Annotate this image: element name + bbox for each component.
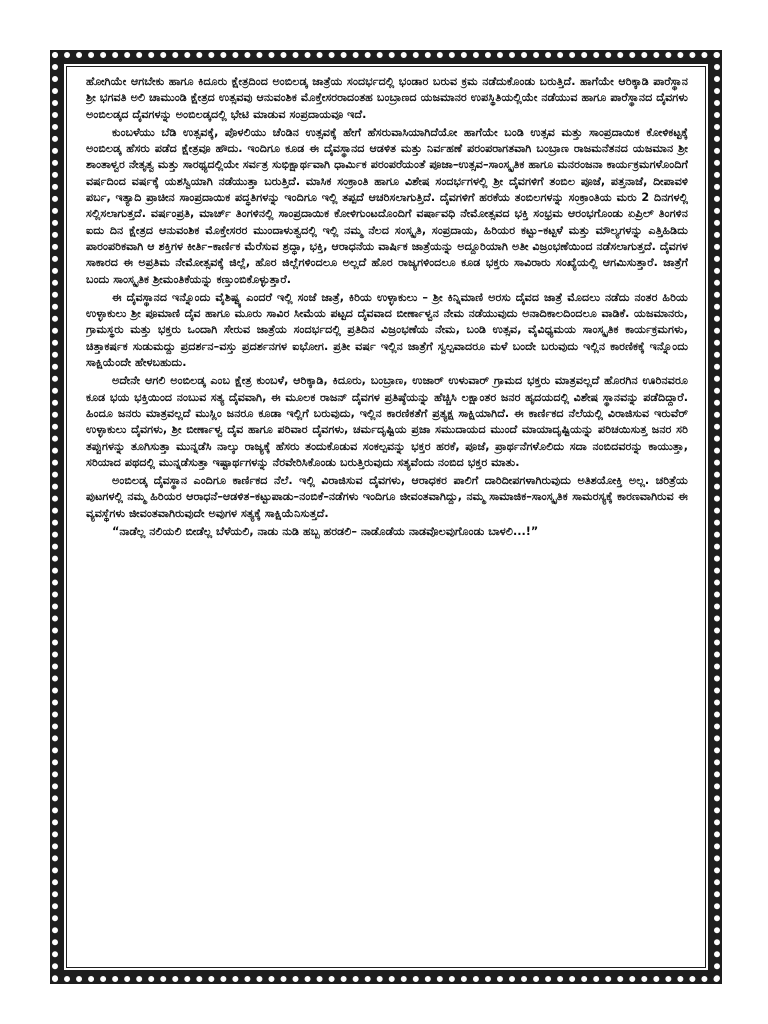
paragraph-3: ಈ ದೈವಸ್ಥಾನದ ಇನ್ನೊಂದು ವೈಶಿಷ್ಟ್ಯ ಎಂದರೆ ಇಲ್ಲಿ ಸಂಜೆ ಜಾತ್ರೆ, ಕಿರಿಯ ಉಳ್ಳಾಕುಲು – ಶ್ರೀ ಕಿನ್ನಿಮಾಣಿ ಅರಸು ದೈವದ ಜಾತ್ರೆ ಮೊದಲು ನಡೆದು ನಂತರ ಹಿರಿಯ ಉಳ್ಳಾಕುಲು ಶ್ರೀ ಪೂಮಾಣಿ ದೈವ ಹಾಗೂ ಮೂರು ಸಾವಿರ ಸೀಮೆಯ ಪಟ್ಟದ ದೈವವಾದ ಬೀರ್ಣಾಳ್ವನ ನೇಮ ನಡೆಯುವುದು ಅನಾದಿಕಾಲದಿಂದಲೂ ವಾಡಿಕೆ. ಯಜಮಾನರು, ಗ್ರಾಮಸ್ಥರು ಮತ್ತು ಭಕ್ತರು ಒಂದಾಗಿ ಸೇರುವ ಜಾತ್ರೆಯ ಸಂದರ್ಭದಲ್ಲಿ ಪ್ರತಿದಿನ ವಿಜ್ರಂಭಣೆಯ ನೇಮ, ಬಂಡಿ ಉತ್ಸವ, ವೈವಿಧ್ಯಮಯ ಸಾಂಸ್ಕೃತಿಕ ಕಾರ್ಯಕ್ರಮಗಳು, ಚಿತ್ತಾಕರ್ಷಕ ಸುಡುಮದ್ದು ಪ್ರದರ್ಶನ–ವಸ್ತು ಪ್ರದರ್ಶನಗಳ ಐಭೋಗ. ಪ್ರತೀ ವರ್ಷ ಇಲ್ಲಿನ ಜಾತ್ರೆಗೆ ಸ್ವಲ್ಪವಾದರೂ ಮಳೆ ಬಂದೇ ಬರುವುದು ಇಲ್ಲಿನ ಕಾರಣಿಕಕ್ಕೆ ಇನ್ನೊಂದು ಸಾಕ್ಷಿಯೆಂದೇ ಹೇಳಬಹುದು. — [86, 290, 688, 370]
closing-quote: “ನಾಡೆಲ್ಲ ನಲಿಯಲಿ ಬೀಡೆಲ್ಲ ಬೆಳೆಯಲಿ, ನಾಡು ನುಡಿ ಹಬ್ಬ ಹರಡಲಿ– ನಾಡೊಡೆಯ ನಾಡವೊಲವುಗೊಂಡು ಬಾಳಲಿ...!” — [112, 525, 539, 539]
decorative-border-frame — [50, 50, 722, 984]
paragraph-4: ಅದೇನೇ ಆಗಲಿ ಅಂಬಿಲಡ್ಕ ಎಂಬ ಕ್ಷೇತ್ರ ಕುಂಬಳೆ, ಆರಿಕ್ಕಾಡಿ, ಕಿದೂರು, ಬಂಬ್ರಾಣ, ಉಜಾರ್ ಉಳುವಾರ್ ಗ್ರಾಮದ ಭಕ್ತರು ಮಾತ್ರವಲ್ಲದೆ ಹೊರಗಿನ ಊರಿನವರೂ ಕೂಡ ಭಯ ಭಕ್ತಿಯಿಂದ ನಂಬುವ ಸತ್ಯ ದೈವವಾಗಿ, ಈ ಮೂಲಕ ರಾಜನ್ ದೈವಗಳ ಪ್ರತಿಷ್ಠೆಯನ್ನು ಹೆಚ್ಚಿಸಿ ಲಕ್ಷಾಂತರ ಜನರ ಹೃದಯದಲ್ಲಿ ವಿಶೇಷ ಸ್ಥಾನವನ್ನು ಪಡೆದಿದ್ದಾರೆ. ಹಿಂದೂ ಜನರು ಮಾತ್ರವಲ್ಲದೆ ಮುಸ್ಲಿಂ ಜನರೂ ಕೂಡಾ ಇಲ್ಲಿಗೆ ಬರುವುದು, ಇಲ್ಲಿನ ಕಾರಣಿಕತೆಗೆ ಪ್ರತ್ಯಕ್ಷ ಸಾಕ್ಷಿಯಾಗಿದೆ. ಈ ಕಾರ್ಣಿಕದ ನೆಲೆಯಲ್ಲಿ ವಿರಾಜಿಸುವ ಇರುವೆರ್ ಉಳ್ಳಾಕುಲು ದೈವಗಳು, ಶ್ರೀ ಬೀರ್ಣಾಳ್ವ ದೈವ ಹಾಗೂ ಪರಿವಾರ ದೈವಗಳು, ಚರ್ಮದೃಷ್ಟಿಯ ಪ್ರಜಾ ಸಮುದಾಯದ ಮುಂದೆ ಮಾಯಾದೃಷ್ಟಿಯನ್ನು ಪರಿಚಯಿಸುತ್ತ ಜನರ ಸರಿ ತಪ್ಪುಗಳನ್ನು ತೂಗಿಸುತ್ತಾ ಮುನ್ನಡೆಸಿ ನಾಲ್ಕು ರಾಜ್ಯಕ್ಕೆ ಹೆಸರು ತಂದುಕೊಡುವ ಸಂಕಲ್ಪವನ್ನು ಭಕ್ತರ ಹರಕೆ, ಪೂಜೆ, ಪ್ರಾರ್ಥನೆಗಳೊಲಿದು ಸದಾ ನಂಬಿದವರನ್ನು ಕಾಯುತ್ತಾ, ಸರಿಯಾದ ಪಥದಲ್ಲಿ ಮುನ್ನಡೆಸುತ್ತಾ ಇಷ್ಟಾರ್ಥಗಳನ್ನು ನೆರವೇರಿಸಿಕೊಂಡು ಬರುತ್ತಿರುವುದು ಸತ್ಯವೆಂದು ನಂಬಿದ ಭಕ್ತರ ಮಾತು. — [86, 374, 688, 469]
article-body — [86, 74, 688, 940]
paragraph-1: ಹೋಗಿಯೇ ಆಗಬೇಕು ಹಾಗೂ ಕಿದೂರು ಕ್ಷೇತ್ರದಿಂದ ಅಂಬಿಲಡ್ಕ ಜಾತ್ರೆಯ ಸಂದರ್ಭದಲ್ಲಿ ಭಂಡಾರ ಬರುವ ಕ್ರಮ ನಡೆದುಕೊಂಡು ಬರುತ್ತಿದೆ. ಹಾಗೆಯೇ ಆರಿಕ್ಕಾಡಿ ಪಾರೆಸ್ಥಾನ ಶ್ರೀ ಭಗವತಿ ಅಲಿ ಚಾಮುಂಡಿ ಕ್ಷೇತ್ರದ ಉತ್ಸವವು ಆನುವಂಶಿಕ ಮೊಕ್ತೇಸರರಾದಂತಹ ಬಂಬ್ರಾಣದ ಯಜಮಾನರ ಉಪಸ್ಥಿತಿಯಲ್ಲಿಯೇ ನಡೆಯುವ ಹಾಗೂ ಪಾರೆಸ್ಥಾನದ ದೈವಗಳು ಅಂಬಿಲಡ್ಕದ ದೈವಗಳನ್ನು ಅಂಬಿಲಡ್ಕದಲ್ಲಿ ಭೇಟಿ ಮಾಡುವ ಸಂಪ್ರದಾಯವೂ ಇದೆ. — [86, 75, 688, 121]
paragraph-5: ಅಂಬಿಲಡ್ಕ ದೈವಸ್ಥಾನ ಎಂದಿಗೂ ಕಾರ್ಣಿಕದ ನೆಲೆ. ಇಲ್ಲಿ ವಿರಾಜಿಸುವ ದೈವಗಳು, ಆರಾಧಕರ ಪಾಲಿಗೆ ದಾರಿದೀಪಗಳಾಗಿರುವುದು ಅತಿಶಯೋಕ್ತಿ ಅಲ್ಲ. ಚರಿತ್ರೆಯ ಪುಟಗಳಲ್ಲಿ ನಮ್ಮ ಹಿರಿಯರ ಆರಾಧನೆ–ಆಡಳಿತ–ಕಟ್ಟುಪಾಡು–ನಂಬಿಕೆ–ನಡೆಗಳು ಇಂದಿಗೂ ಜೀವಂತವಾಗಿದ್ದು, ನಮ್ಮ ಸಾಮಾಜಿಕ–ಸಾಂಸ್ಕೃತಿಕ ಸಾಮರಸ್ಯಕ್ಕೆ ಕಾರಣವಾಗಿರುವ ಈ ವ್ಯವಸ್ಥೆಗಳು ಜೀವಂತವಾಗಿರುವುದೇ ಅವುಗಳ ಸತ್ಯಕ್ಕೆ ಸಾಕ್ಷಿಯೆನಿಸುತ್ತದೆ. — [86, 474, 688, 520]
paragraph-2: ಕುಂಬಳೆಯು ಬೆಡಿ ಉತ್ಸವಕ್ಕೆ, ಪೊಳಲಿಯು ಚೆಂಡಿನ ಉತ್ಸವಕ್ಕೆ ಹೇಗೆ ಹೆಸರುವಾಸಿಯಾಗಿದೆಯೋ ಹಾಗೆಯೇ ಬಂಡಿ ಉತ್ಸವ ಮತ್ತು ಸಾಂಪ್ರದಾಯಿಕ ಕೋಳಿಕಟ್ಟಕ್ಕೆ ಅಂಬಿಲಡ್ಕ ಹೆಸರು ಪಡೆದ ಕ್ಷೇತ್ರವೂ ಹೌದು. ಇಂದಿಗೂ ಕೂಡ ಈ ದೈವಸ್ಥಾನದ ಆಡಳಿತ ಮತ್ತು ನಿರ್ವಹಣೆ ಪರಂಪರಾಗತವಾಗಿ ಬಂಬ್ರಾಣ ರಾಜಮನೆತನದ ಯಜಮಾನ ಶ್ರೀ ಶಾಂತಾಳ್ವರ ನೇತೃತ್ವ ಮತ್ತು ಸಾರಥ್ಯದಲ್ಲಿಯೇ ಸರ್ವತ್ರ ಸುಭಿಕ್ಷಾರ್ಥವಾಗಿ ಧಾರ್ಮಿಕ ಪರಂಪರೆಯಂತೆ ಪೂಜಾ–ಉತ್ಸವ–ಸಾಂಸ್ಕೃತಿಕ ಹಾಗೂ ಮನರಂಜನಾ ಕಾರ್ಯಕ್ರಮಗಳೊಂದಿಗೆ ವರ್ಷದಿಂದ ವರ್ಷಕ್ಕೆ ಯಶಸ್ವಿಯಾಗಿ ನಡೆಯುತ್ತಾ ಬರುತ್ತಿದೆ. ಮಾಸಿಕ ಸಂಕ್ರಾಂತಿ ಹಾಗೂ ವಿಶೇಷ ಸಂದರ್ಭಗಳಲ್ಲಿ ಶ್ರೀ ದೈವಗಳಿಗೆ ತಂಬಿಲ ಪೂಜೆ, ಪತ್ತನಾಜೆ, ದೀಪಾವಳಿ ಪರ್ಬ, ಇತ್ಯಾದಿ ಪ್ರಾಚೀನ ಸಾಂಪ್ರದಾಯಿಕ ಪದ್ಧತಿಗಳನ್ನು ಇಂದಿಗೂ ಇಲ್ಲಿ ತಪ್ಪದೆ ಆಚರಿಸಲಾಗುತ್ತಿದೆ. ದೈವಗಳಿಗೆ ಹರಕೆಯ ತಂಬಿಲಗಳನ್ನು ಸಂಕ್ರಾಂತಿಯ ಮರು 2 ದಿನಗಳಲ್ಲಿ ಸಲ್ಲಿಸಲಾಗುತ್ತದೆ. ವರ್ಷಂಪ್ರತಿ, ಮಾರ್ಚ್ ತಿಂಗಳಿನಲ್ಲಿ ಸಾಂಪ್ರದಾಯಿಕ ಕೋಳಿಗುಂಟದೊಂದಿಗೆ ವರ್ಷಾವಧಿ ನೇಮೋತ್ಸವದ ಭಕ್ತಿ ಸಂಭ್ರಮ ಆರಂಭಗೊಂಡು ಏಪ್ರಿಲ್ ತಿಂಗಳಿನ ಐದು ದಿನ ಕ್ಷೇತ್ರದ ಆನುವಂಶಿಕ ಮೊಕ್ತೇಸರರ ಮುಂದಾಳುತ್ವದಲ್ಲಿ ಇಲ್ಲಿ ನಮ್ಮ ನೆಲದ ಸಂಸ್ಕೃತಿ, ಸಂಪ್ರದಾಯ, ಹಿರಿಯರ ಕಟ್ಟು–ಕಟ್ಟಳೆ ಮತ್ತು ಮೌಲ್ಯಗಳನ್ನು ಎತ್ತಿಹಿಡಿದು ಪಾರಂಪರಿಕವಾಗಿ ಆ ಶಕ್ತಿಗಳ ಕೀರ್ತಿ–ಕಾರ್ಣಿಕ ಮೆರೆಸುವ ಶ್ರದ್ಧಾ, ಭಕ್ತಿ, ಆರಾಧನೆಯ ವಾರ್ಷಿಕ ಜಾತ್ರೆಯನ್ನು ಅದ್ದೂರಿಯಾಗಿ ಅತೀ ವಿಜ್ರಂಭಣೆಯಿಂದ ನಡೆಸಲಾಗುತ್ತದೆ. ದೈವಗಳ ಸಾಕಾರದ ಈ ಅಪ್ರತಿಮ ನೇಮೋತ್ಸವಕ್ಕೆ ಜಿಲ್ಲೆ, ಹೊರ ಜಿಲ್ಲೆಗಳಿಂದಲೂ ಅಲ್ಲದೆ ಹೊರ ರಾಜ್ಯಗಳಿಂದಲೂ ಕೂಡ ಭಕ್ತರು ಸಾವಿರಾರು ಸಂಖ್ಯೆಯಲ್ಲಿ ಆಗಮಿಸುತ್ತಾರೆ. ಜಾತ್ರೆಗೆ ಬಂದು ಸಾಂಸ್ಕೃತಿಕ ಶ್ರೀಮಂತಿಕೆಯನ್ನು ಕಣ್ತುಂಬಿಕೊಳ್ಳುತ್ತಾರೆ. — [86, 125, 688, 286]
